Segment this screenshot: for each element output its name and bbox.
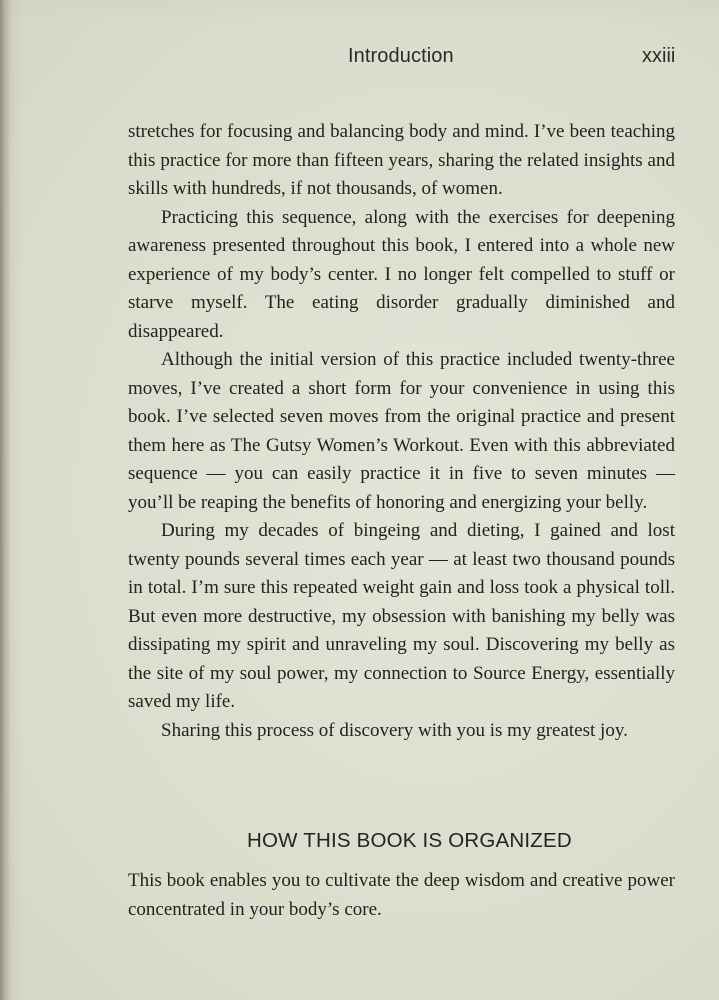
paragraph-3: Although the initial version of this practice included twenty-three moves, I’ve created a short form for your convenience in using this book. I’ve selected seven moves from the original practice and present them here as The Gutsy Women’s Workout. Even with this abbreviated sequence — you can easily practice it in five to seven minutes — you’ll be reaping the benefits of honoring and energizing your belly. <box>128 349 675 513</box>
paragraph-5: Sharing this process of discovery with you is my greatest joy. <box>161 719 628 741</box>
body-text <box>128 118 675 745</box>
section-paragraph: This book enables you to cultivate the deep wisdom and creative power concentrated in your body’s core. <box>128 870 675 920</box>
section-heading: HOW THIS BOOK IS ORGANIZED <box>247 829 572 852</box>
paragraph-4: During my decades of bingeing and dieting, I gained and lost twenty pounds several times each year — at least two thousand pounds in total. I’m sure this repeated weight gain and loss took a physical toll. But even more destructive, my obsession with banishing my belly was dissipating my spirit and unraveling my soul. Discovering my belly as the site of my soul power, my connection to Source Energy, essentially saved my life. <box>128 520 675 712</box>
page-binding-edge <box>0 0 10 1000</box>
paragraph-1: stretches for focusing and balancing body and mind. I’ve been teaching this practice for more than fifteen years, sharing the related insights and skills with hundreds, if not thousands, of women. <box>128 121 675 199</box>
paragraph-2: Practicing this sequence, along with the exercises for deepening awareness presented throughout this book, I entered into a whole new experience of my body’s center. I no longer felt compelled to stuff or starve myself. The eating disorder gradually diminished and disappeared. <box>128 206 675 342</box>
running-header-title: Introduction <box>348 45 454 67</box>
page-number: xxiii <box>642 45 676 67</box>
